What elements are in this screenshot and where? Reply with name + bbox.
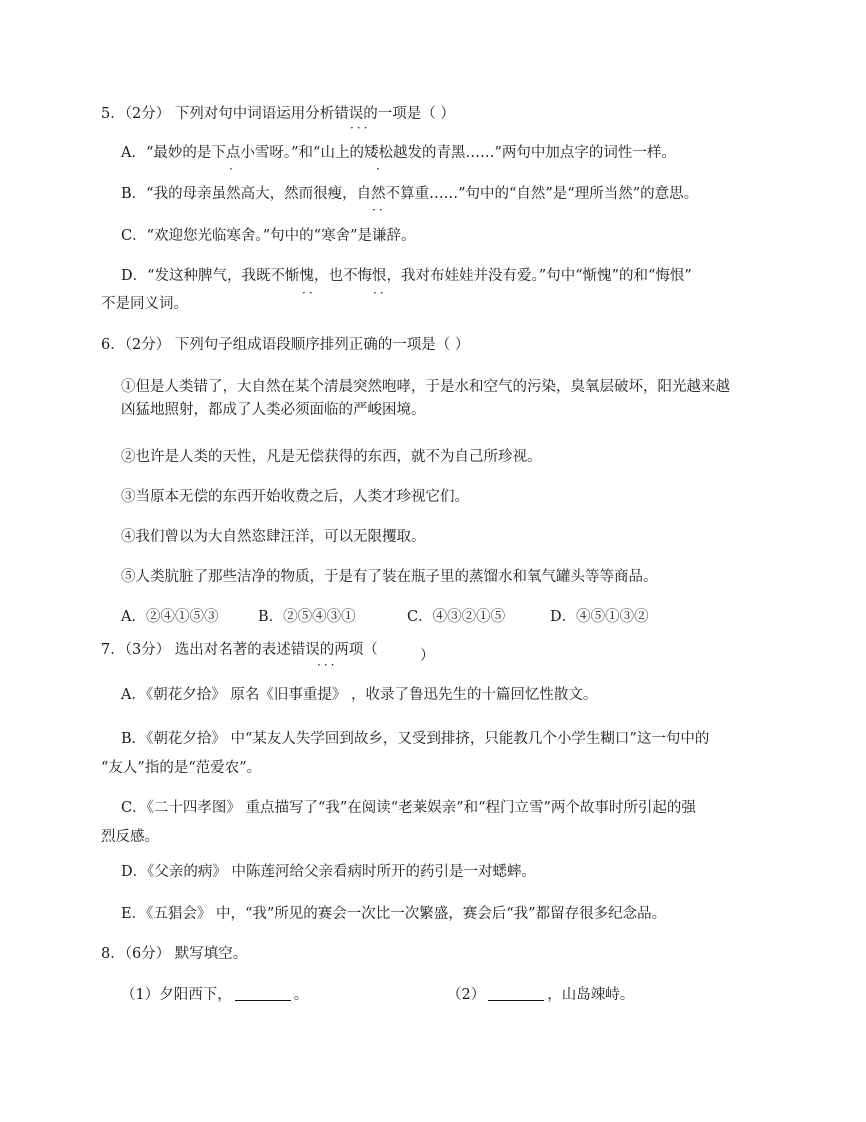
fill-blank-1-suffix: 。 — [293, 987, 309, 1003]
fill-blank-1-line[interactable] — [235, 986, 291, 1001]
fill-blank-1-prefix: （1）夕阳西下， — [121, 987, 232, 1003]
emphasis-dot: · — [376, 162, 383, 176]
emphasis-dots: ·· — [372, 203, 386, 217]
question-7-option-e: E．《五猖会》 中，“我”所见的赛会一次比一次繁盛，赛会后“我”都留存很多纪念品。 — [121, 906, 667, 922]
question-6-choice-c: C．④③②①⑤ — [407, 609, 506, 625]
question-6-sentence-4: ④我们曾以为大自然恣肆汪洋，可以无限攫取。 — [121, 529, 426, 545]
emphasis-dots: ··· — [317, 658, 338, 672]
fill-blank-2-line[interactable] — [488, 986, 544, 1001]
emphasis-dots: ·· — [373, 286, 387, 300]
question-6-sentence-2: ②也许是人类的天性，凡是无偿获得的东西，就不为自己所珍视。 — [121, 449, 542, 465]
question-6-sentence-3: ③当原本无偿的东西开始收费之后，人类才珍视它们。 — [121, 489, 469, 505]
question-6-stem: 6．（2分） 下列句子组成语段顺序排列正确的一项是（ ） — [101, 337, 470, 353]
question-7-stem-close: ） — [420, 648, 435, 664]
question-6-sentence-5: ⑤人类肮脏了那些洁净的物质，于是有了装在瓶子里的蒸馏水和氧气罐头等等商品。 — [121, 569, 658, 585]
emphasis-dots: ·· — [302, 286, 316, 300]
question-7-option-c-continued: 烈反感。 — [101, 829, 159, 845]
question-6-choice-a: A．②④①⑤③ — [121, 609, 219, 625]
question-5-stem: 5．（2分） 下列对句中词语运用分析错误的一项是（ ） — [101, 106, 455, 122]
question-6-choices — [121, 607, 649, 627]
question-5-option-d: D．“发这种脾气，我既不惭愧，也不悔恨，我对布娃娃并没有爱。”句中“惭愧”的和“悔恨” — [121, 268, 692, 284]
question-7-option-a: A．《朝花夕拾》 原名《旧事重提》 ，收录了鲁迅先生的十篇回忆性散文。 — [121, 687, 598, 703]
fill-blank-2-suffix: ，山岛竦峙。 — [547, 987, 635, 1003]
question-8-stem: 8．（6分） 默写填空。 — [101, 946, 248, 962]
question-5-option-a: A．“最妙的是下点小雪呀。”和“山上的矮松越发的青黑……”两句中加点字的词性一样。 — [121, 145, 676, 161]
question-5-option-c: C．“欢迎您光临寒舍。”句中的“寒舍”是谦辞。 — [121, 228, 416, 244]
question-6-choice-d: D．④⑤①③② — [550, 609, 649, 625]
emphasis-dots: ··· — [350, 121, 371, 135]
question-7-stem: 7．（3分） 选出对名著的表述错误的两项（ — [101, 642, 378, 658]
question-7-option-d: D．《父亲的病》 中陈莲河给父亲看病时所开的药引是一对蟋蟀。 — [121, 864, 536, 880]
question-5-option-b: B．“我的母亲虽然高大，然而很瘦，自然不算重……”句中的“自然”是“理所当然”的意思。 — [121, 186, 699, 202]
question-7-option-b: B．《朝花夕拾》 中“某友人失学回到故乡，又受到排挤，只能教几个小学生糊口”这一句中的 — [121, 731, 710, 747]
fill-blank-2-prefix: （2） — [447, 987, 486, 1003]
emphasis-dot: · — [229, 162, 236, 176]
question-5-option-d-continued: 不是同义词。 — [101, 296, 188, 312]
question-7-option-c: C．《二十四孝图》 重点描写了“我”在阅读“老莱娱亲”和“程门立雪”两个故事时所引起的强 — [121, 800, 696, 816]
question-7-option-b-continued: “友人”指的是“范爱农”。 — [101, 760, 262, 776]
question-6-sentence-1: ①但是人类错了，大自然在某个清晨突然咆哮，于是水和空气的污染，臭氧层破坏，阳光越来越 — [121, 379, 730, 395]
question-6-choice-b: B．②⑤④③① — [258, 609, 356, 625]
fill-blank-2 — [447, 985, 634, 1005]
question-6-sentence-1-continued: 凶猛地照射，都成了人类必须面临的严峻困境。 — [121, 402, 426, 418]
fill-blank-1 — [121, 985, 308, 1005]
